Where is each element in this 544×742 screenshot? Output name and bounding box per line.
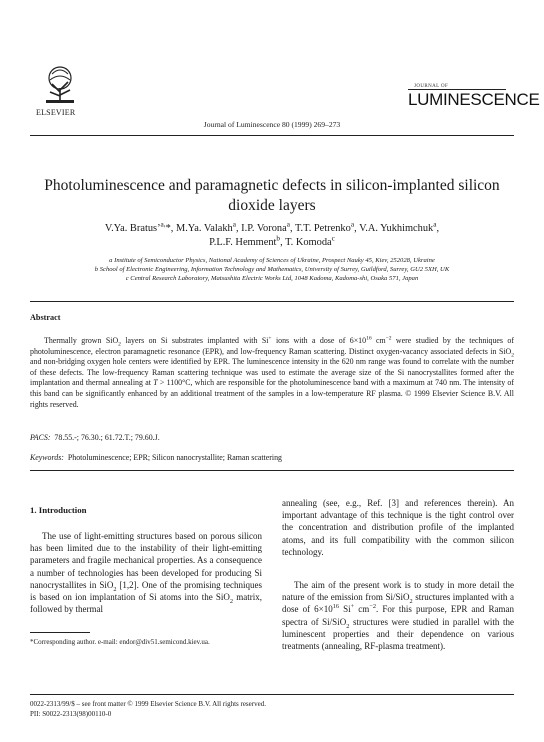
- pii-line: PII: S0022-2313(98)00110-0: [30, 710, 112, 718]
- abstract-text: Thermally grown SiO$_2$ layers on Si substrates implanted with Si+ ions with a dose of $6\times 10^{16}$ $cm^{-2}$ were studied by the techniques of photoluminescence, electron paramagnetic resonance (EPR), and low-frequency Raman scattering. Distinct oxygen-vacancy associated defects in SiO$_2$ and non-bridging oxygen hole centers were identified by EPR. The luminescence intensity in the 620 nm range was found to correlate with the number of these defects. The low-frequency Raman scattering technique was used to estimate the average size of the Si nanocrystallites formed after the implantation and thermal annealing at T > 1100°C, which are responsible for the photoluminescence band with a maximum at 740 nm. The intensity of this band can be significantly enhanced by an additional treatment of the samples in a low-temperature RF plasma. © 1999 Elsevier Science B.V. All rights reserved.: [30, 335, 515, 409]
- affiliation-a: a Institute of Semiconductor Physics, National Academy of Sciences of Ukraine, Prospect Nauky 45, Kiev, 252028, Ukraine: [109, 257, 435, 264]
- section-heading-introduction: 1. Introduction: [30, 505, 87, 515]
- pacs-line: [30, 433, 160, 442]
- authors-line-1: V.Ya. Bratus’$^{a,}$*, M.Ya. Valakh$^a$, I.P. Vorona$^a$, T.T. Petrenko$^a$, V.A. Yukhimchuk$^a$,: [104, 220, 440, 234]
- journal-reference: Journal of Luminescence 80 (1999) 269–273: [203, 120, 341, 129]
- pacs-label: PACS:: [30, 433, 51, 442]
- intro-paragraph-2: annealing (see, e.g., Ref. [3] and references therein). An important advantage of this technique is the tight control over the concentration and distribution profile of the implanted atoms, and its full compatibility with the common silicon technology.: [282, 498, 514, 557]
- abstract-bottom-rule: [30, 470, 514, 471]
- keywords-label: Keywords:: [30, 453, 64, 462]
- abstract-heading: Abstract: [30, 313, 61, 322]
- header-rule: [30, 135, 514, 136]
- copyright-block: [30, 699, 266, 719]
- corresponding-author-footnote: *Corresponding author. e-mail: endor@div51.semicond.kiev.ua.: [30, 638, 210, 646]
- intro-paragraph-3: The aim of the present work is to study in more detail the nature of the emission from Si/SiO$_2$ structures implanted with a dose of $6\times 10^{16}$ Si+ $cm^{-2}$. For this purpose, EPR and Raman spectra of Si/SiO$_2$ structures were studied in parallel with the luminescent properties and their dependence on various treatments (annealing, RF-plasma treatment).: [282, 580, 515, 652]
- intro-paragraph-1: The use of light-emitting structures based on porous silicon has been limited due to the instability of their light-emitting parameters and fragile mechanical properties. As a consequence a number of technologies has been developed for producing Si nanocrystallites in SiO$_2$ [1,2]. One of the promising techniques is based on ion implantation of Si atoms into the SiO$_2$ matrix, followed by thermal: [30, 531, 262, 615]
- affiliation-b: b School of Electronic Engineering, Information Technology and Mathematics, University of Surrey, Guildford, Surrey, GU2 5XH, UK: [94, 266, 450, 274]
- pacs-value: 78.55.-; 76.30.; 61.72.T.; 79.60.J.: [54, 433, 160, 442]
- publisher-name: ELSEVIER: [36, 108, 76, 117]
- paper-title: Photoluminescence and paramagnetic defects in silicon-implanted silicon dioxide layers: [44, 177, 500, 214]
- author-list: [30, 222, 514, 250]
- affiliation-c: c Central Research Laboratory, Matsushita Electric Works Ltd, 1048 Kadoma, Kadoma-shi, Osaka 571, Japan: [125, 275, 419, 283]
- journal-logo-big: LUMINESCENCE: [408, 90, 540, 109]
- elsevier-tree-logo: [38, 62, 82, 106]
- keywords-value: Photoluminescence; EPR; Silicon nanocrystallite; Raman scattering: [67, 453, 282, 462]
- authors-line-2: P.L.F. Hemment$^b$, T. Komoda$^c$: [209, 234, 335, 248]
- affiliations: [30, 256, 514, 284]
- footer-rule: [30, 694, 514, 695]
- copyright-line-1: 0022-2313/99/$ – see front matter © 1999 Elsevier Science B.V. All rights reserved.: [30, 700, 266, 708]
- abstract-top-rule: [30, 301, 514, 302]
- journal-logo-small: JOURNAL OF: [414, 84, 449, 89]
- journal-logo: [408, 84, 540, 109]
- keywords-line: [30, 453, 282, 462]
- footnote-rule: [30, 632, 90, 633]
